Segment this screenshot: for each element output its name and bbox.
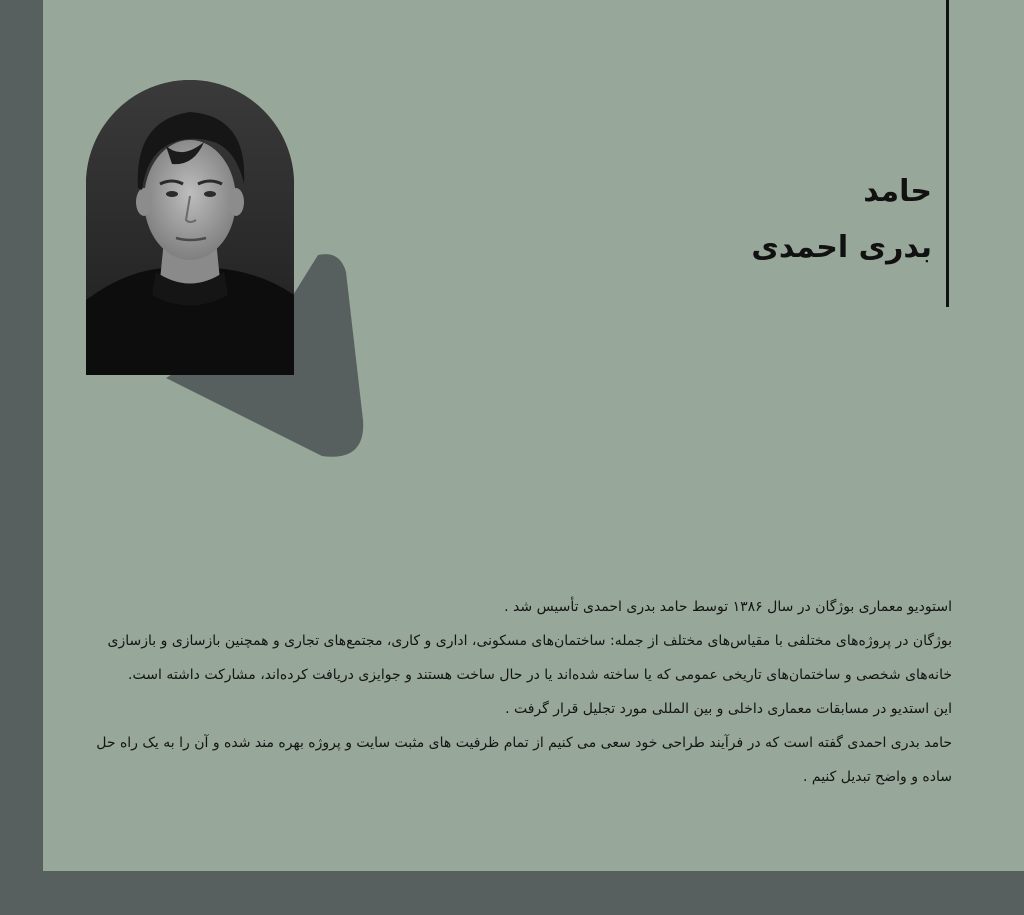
first-name: حامد [863,174,932,209]
bio-paragraph: این استدیو در مسابقات معماری داخلی و بین المللی مورد تجلیل قرار گرفت . [505,701,952,717]
bio-paragraph: بوژگان در پروژه‌های مختلفی با مقیاس‌های مختلف از جمله: ساختمان‌های مسکونی، اداری و کاری، مجتمع‌های تجاری و همچنین بازسازی و بازسازی خانه‌های شخصی و ساختمان‌های تاریخی عمومی که یا ساخته شده‌اند یا در حال ساخت هستند و جوایزی دریافت کرده‌اند، مشارکت داشته است. [107,633,952,683]
last-name: بدری احمدی [751,230,932,265]
name-heading [632,164,932,276]
biography-text [84,590,952,794]
vertical-divider [946,0,949,307]
bio-paragraph: حامد بدری احمدی گفته است که در فرآیند طراحی خود سعی می کنیم از تمام ظرفیت های مثبت سایت و پروژه بهره مند شده و آن را به یک راه حل ساده و واضح تبدیل کنیم . [96,735,952,785]
bio-paragraph: استودیو معماری بوژگان در سال ۱۳۸۶ توسط حامد بدری احمدی تأسیس شد . [504,599,952,615]
portrait-photo [86,80,294,375]
